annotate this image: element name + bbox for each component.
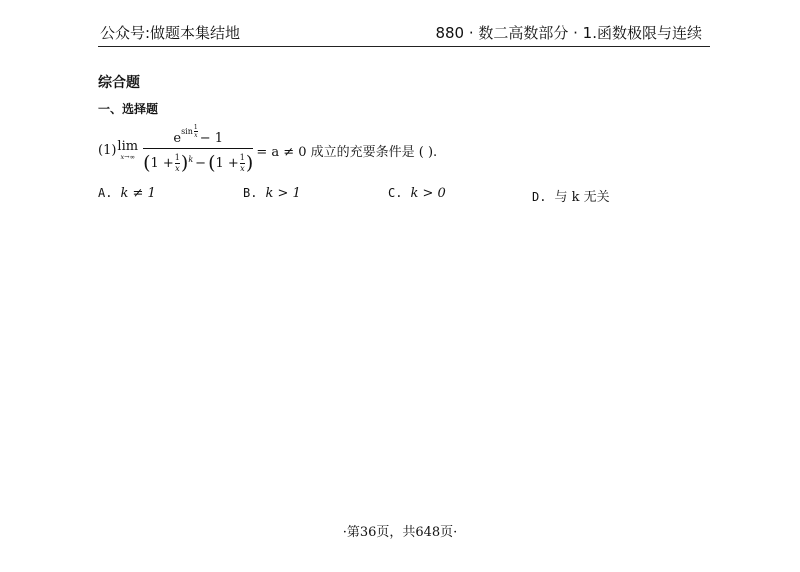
option-letter: A.	[98, 186, 113, 200]
header-chapter: 880 · 数二高数部分 · 1.函数极限与连续	[435, 24, 702, 42]
option-b[interactable]	[243, 186, 301, 201]
exponent-fraction-den: x	[194, 131, 198, 139]
fraction-numerator	[167, 124, 229, 148]
inner-fraction-1: $\frac{1}{x}$	[174, 153, 180, 173]
option-letter: B.	[243, 186, 258, 200]
answer-options	[98, 186, 658, 206]
page-footer: ·第36页，共648页·	[342, 525, 458, 540]
exponent-fraction	[194, 125, 198, 139]
option-text: 与 k 无关	[554, 190, 610, 205]
header-source: 公众号:做题本集结地	[100, 24, 241, 42]
power-k: k	[188, 155, 194, 164]
option-d[interactable]	[532, 186, 610, 205]
den-minus: −	[195, 156, 207, 171]
option-text: k > 0	[410, 186, 446, 201]
one-plus-2: 1 +	[215, 156, 239, 171]
exp-base: e	[173, 130, 182, 146]
question-1	[98, 122, 437, 178]
one-plus-1: 1 +	[150, 156, 174, 171]
section-title: 综合题	[98, 75, 140, 91]
main-fraction	[143, 124, 253, 177]
paren-close-2: )	[245, 152, 254, 174]
sin-function: sin	[181, 127, 193, 136]
option-letter: D.	[532, 190, 547, 204]
question-number: (1)	[98, 142, 117, 158]
exponent-fraction-num: 1	[193, 123, 198, 131]
subsection-title: 一、选择题	[98, 102, 159, 116]
limit-operator	[117, 140, 138, 161]
option-c[interactable]	[388, 186, 446, 201]
question-rhs: = a ≠ 0 成立的充要条件是 ( ).	[256, 144, 438, 160]
paren-open-1: (	[143, 152, 151, 174]
exponent	[181, 125, 198, 139]
limit-subscript: x→∞	[120, 152, 136, 161]
option-a[interactable]	[98, 186, 156, 201]
fraction-denominator	[143, 149, 253, 177]
paren-close-1: )	[180, 152, 189, 174]
option-letter: C.	[388, 186, 403, 200]
numerator-minus-one: − 1	[199, 130, 224, 146]
paren-open-2: (	[208, 152, 216, 174]
option-text: k ≠ 1	[120, 186, 156, 201]
option-text: k > 1	[265, 186, 301, 201]
inner-fraction-2: $\frac{1}{x}$	[239, 153, 245, 173]
limit-word: lim	[117, 138, 139, 154]
header-divider	[98, 46, 710, 47]
